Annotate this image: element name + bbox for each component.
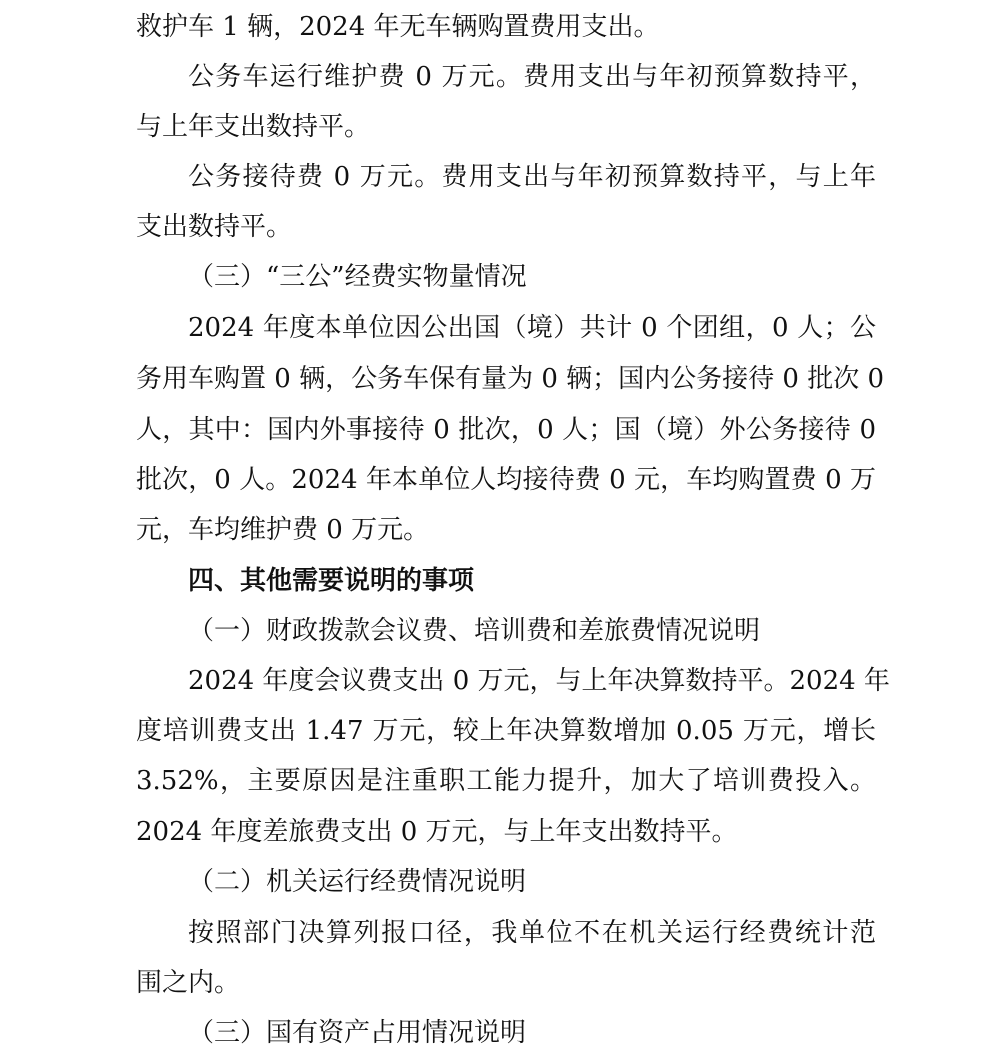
paragraph-line: 围之内。: [136, 968, 241, 998]
paragraph-line: 批次，0 人。2024 年本单位人均接待费 0 元，车均购置费 0 万: [136, 465, 876, 495]
paragraph-line: 2024 年度本单位因公出国（境）共计 0 个团组，0 人；公: [188, 313, 876, 343]
paragraph-line: 公务接待费 0 万元。费用支出与年初预算数持平，与上年: [188, 162, 876, 192]
section-heading: （三）国有资产占用情况说明: [188, 1018, 527, 1048]
chapter-heading: 四、其他需要说明的事项: [188, 566, 475, 596]
paragraph-line: 人，其中：国内外事接待 0 批次，0 人；国（境）外公务接待 0: [136, 415, 876, 445]
paragraph-line: 务用车购置 0 辆，公务车保有量为 0 辆；国内公务接待 0 批次 0: [136, 364, 885, 394]
section-heading: （三）“三公”经费实物量情况: [188, 262, 527, 292]
paragraph-line: 救护车 1 辆，2024 年无车辆购置费用支出。: [136, 12, 660, 42]
paragraph-line: 元，车均维护费 0 万元。: [136, 515, 430, 545]
paragraph-line: 3.52%，主要原因是注重职工能力提升，加大了培训费投入。: [136, 766, 876, 796]
paragraph-line: 度培训费支出 1.47 万元，较上年决算数增加 0.05 万元，增长: [136, 716, 876, 746]
paragraph-line: 与上年支出数持平。: [136, 112, 371, 142]
section-heading: （一）财政拨款会议费、培训费和差旅费情况说明: [188, 616, 761, 646]
paragraph-line: 公务车运行维护费 0 万元。费用支出与年初预算数持平，: [188, 62, 876, 92]
paragraph-line: 支出数持平。: [136, 212, 293, 242]
paragraph-line: 按照部门决算列报口径，我单位不在机关运行经费统计范: [188, 918, 876, 948]
paragraph-line: 2024 年度差旅费支出 0 万元，与上年支出数持平。: [136, 817, 738, 847]
section-heading: （二）机关运行经费情况说明: [188, 867, 527, 897]
paragraph-line: 2024 年度会议费支出 0 万元，与上年决算数持平。2024 年: [188, 666, 890, 696]
